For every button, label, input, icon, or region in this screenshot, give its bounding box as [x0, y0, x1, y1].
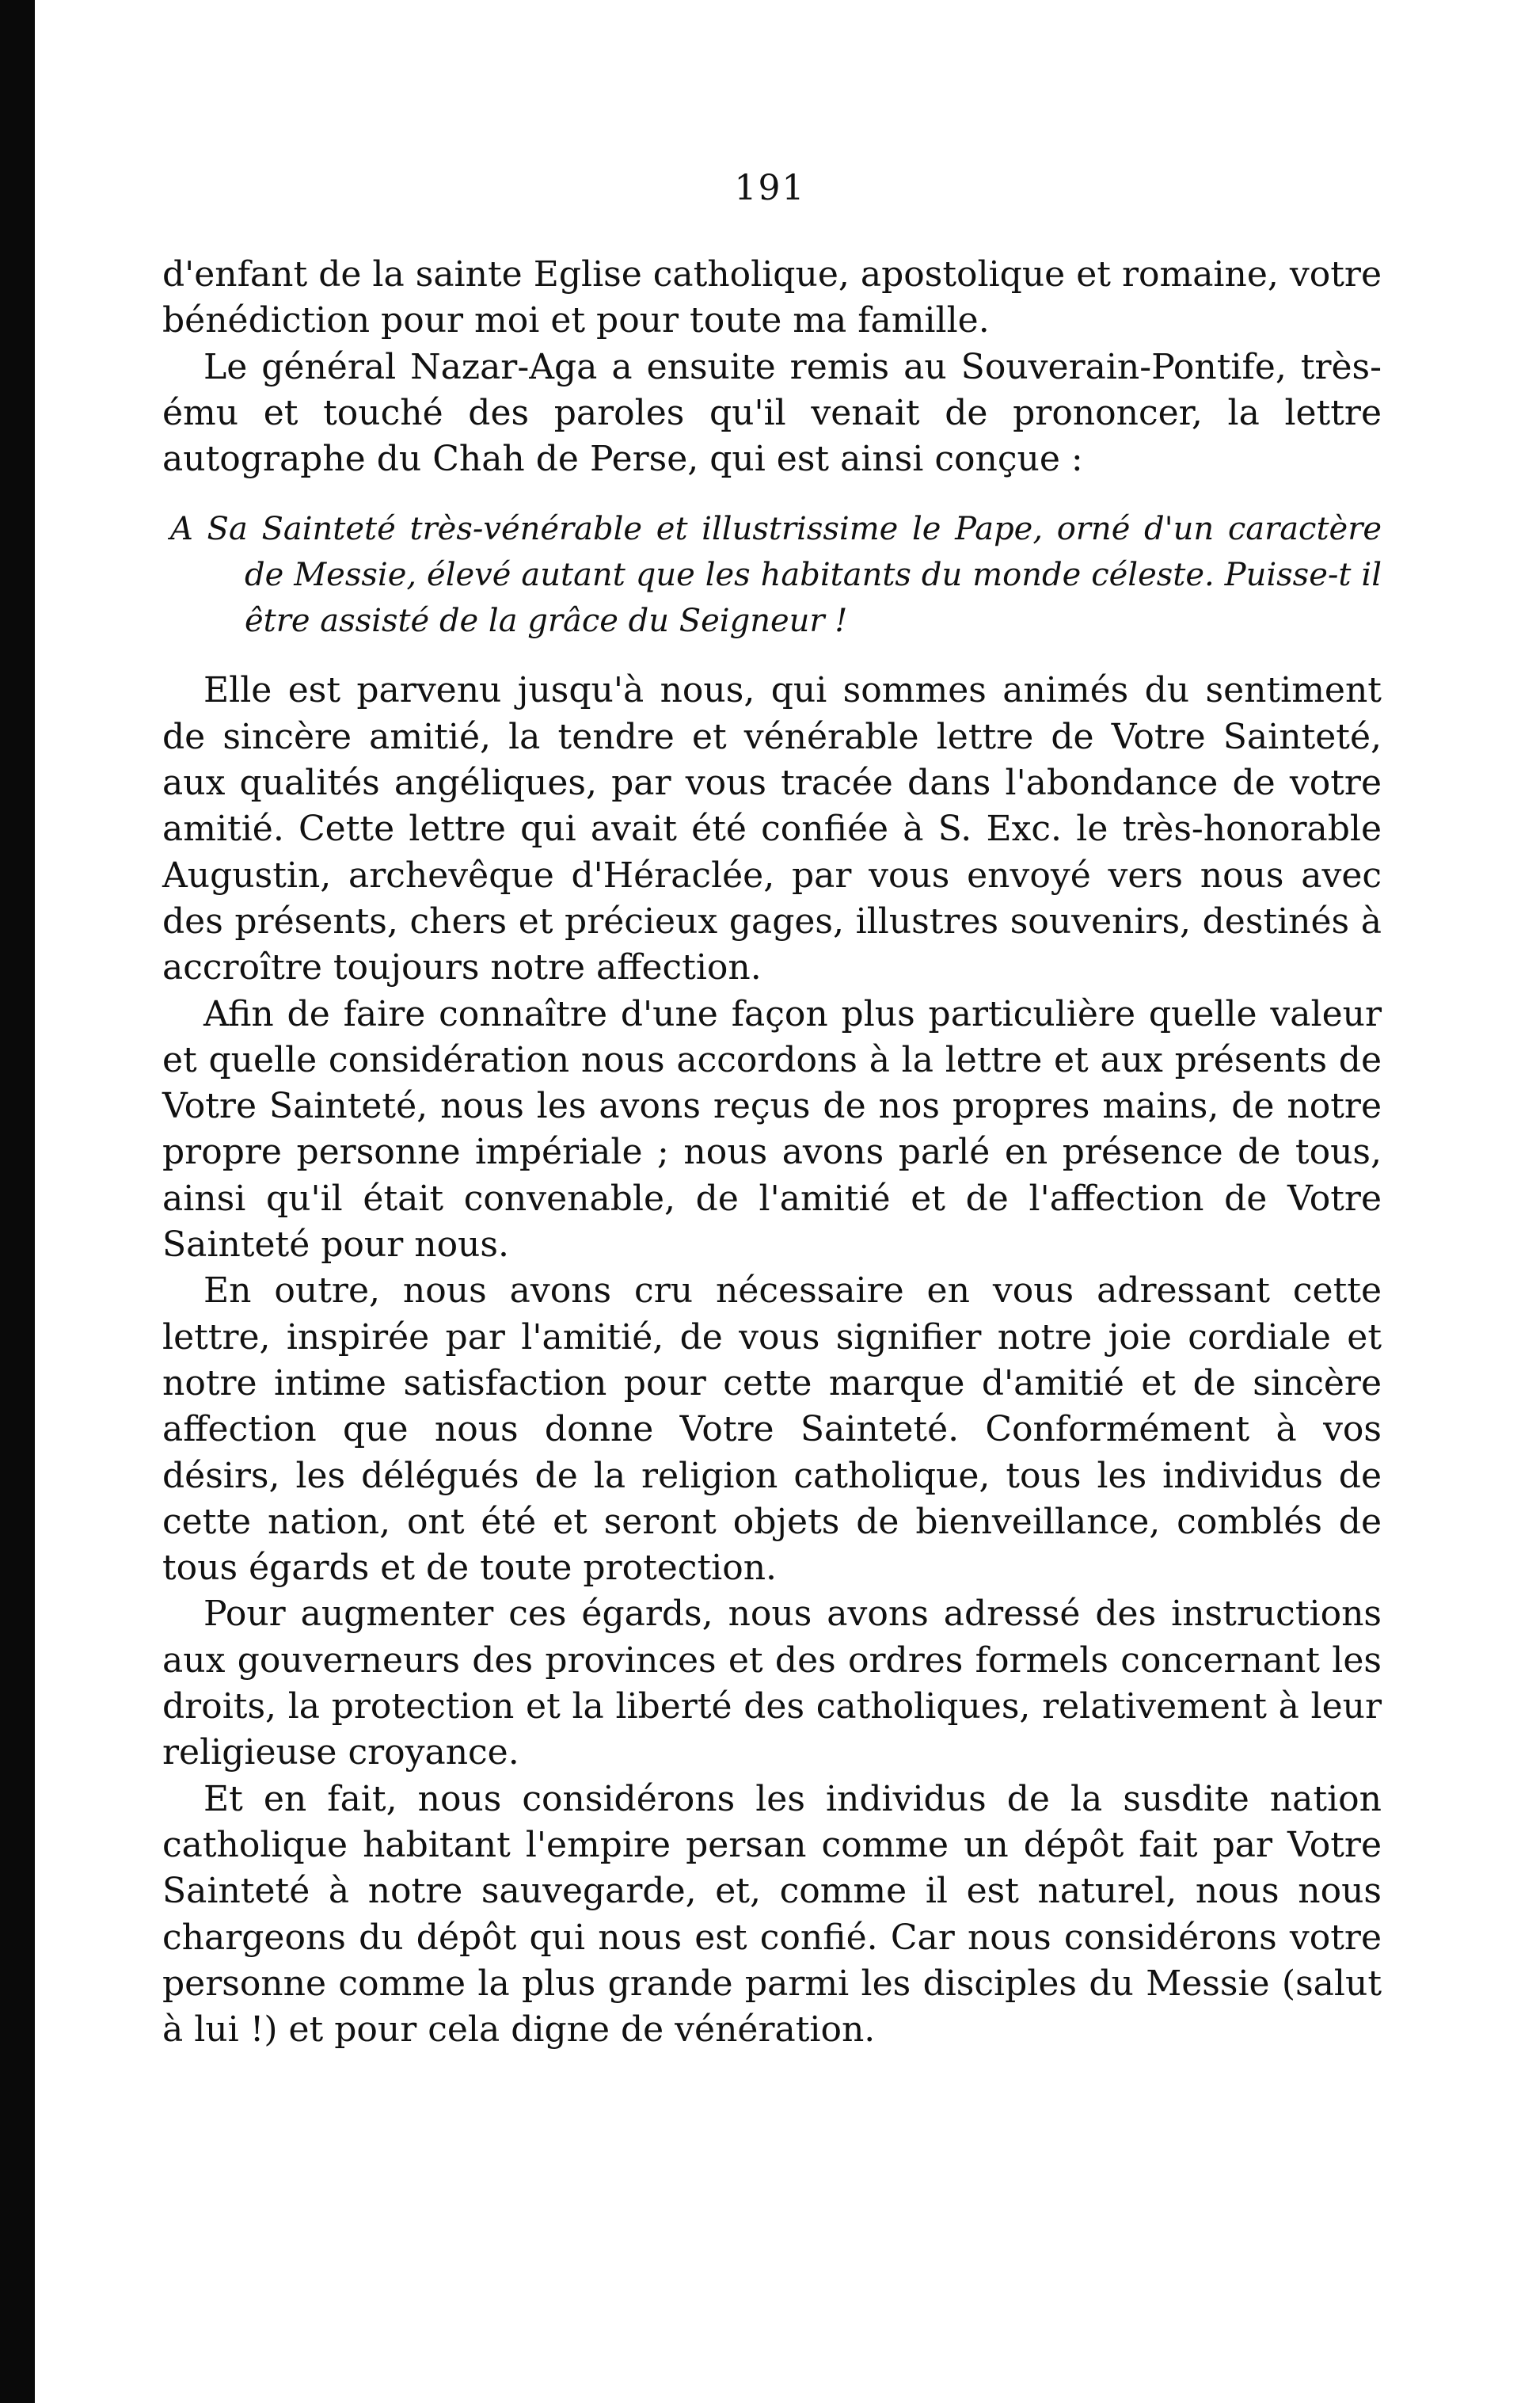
- page-binding-edge: [0, 0, 35, 2403]
- paragraph-5: En outre, nous avons cru nécessaire en vous adressant cette lettre, inspirée par l'amitié, de vous signifier notre joie cordiale et notre intime satisfaction pour cette marque d'amitié et de sincère affection que nous donne Votre Sainteté. Conformément à vos désirs, les délégués de la religion catholique, tous les individus de cette nation, ont été et seront objets de bienveillance, comblés de tous égards et de toute protection.: [162, 1270, 1382, 1589]
- paragraph-6: Pour augmenter ces égards, nous avons adressé des instructions aux gouverneurs des provinces et des ordres formels concernant les droits, la protection et la liberté des catholiques, relativement à leur religieuse croyance.: [162, 1594, 1382, 1773]
- paragraph-7: Et en fait, nous considérons les individus de la susdite nation catholique habitant l'empire persan comme un dépôt fait par Votre Sainteté à notre sauvegarde, et, comme il est naturel, nous nous chargeons du dépôt qui nous est confié. Car nous considérons votre personne comme la plus grande parmi les disciples du Messie (salut à lui !) et pour cela digne de vénération.: [162, 1778, 1382, 2051]
- page-number: 191: [734, 168, 806, 208]
- page-body: [162, 252, 1382, 2053]
- paragraph-2: Le général Nazar-Aga a ensuite remis au Souverain-Pontife, très-ému et touché des paroles qu'il venait de prononcer, la lettre autographe du Chah de Perse, qui est ainsi conçue :: [162, 346, 1382, 480]
- paragraph-1: d'enfant de la sainte Eglise catholique, apostolique et romaine, votre bénédiction pour moi et pour toute ma famille.: [162, 254, 1382, 341]
- letter-salutation: A Sa Sainteté très-vénérable et illustrissime le Pape, orné d'un caractère de Messie, élevé autant que les habitants du monde céleste. Puisse-t il être assisté de la grâce du Seigneur !: [170, 511, 1382, 640]
- spacer: [162, 644, 1382, 668]
- paragraph-3: Elle est parvenu jusqu'à nous, qui sommes animés du sentiment de sincère amitié, la tendre et vénérable lettre de Votre Sainteté, aux qualités angéliques, par vous tracée dans l'abondance de votre amitié. Cette lettre qui avait été confiée à S. Exc. le très-honorable Augustin, archevêque d'Héraclée, par vous envoyé vers nous avec des présents, chers et précieux gages, illustres souvenirs, destinés à accroître toujours notre affection.: [162, 670, 1382, 988]
- paragraph-4: Afin de faire connaître d'une façon plus particulière quelle valeur et quelle considération nous accordons à la lettre et aux présents de Votre Sainteté, nous les avons reçus de nos propres mains, de notre propre personne impériale ; nous avons parlé en présence de tous, ainsi qu'il était convenable, de l'amitié et de l'affection de Votre Sainteté pour nous.: [162, 993, 1382, 1266]
- spacer: [162, 482, 1382, 506]
